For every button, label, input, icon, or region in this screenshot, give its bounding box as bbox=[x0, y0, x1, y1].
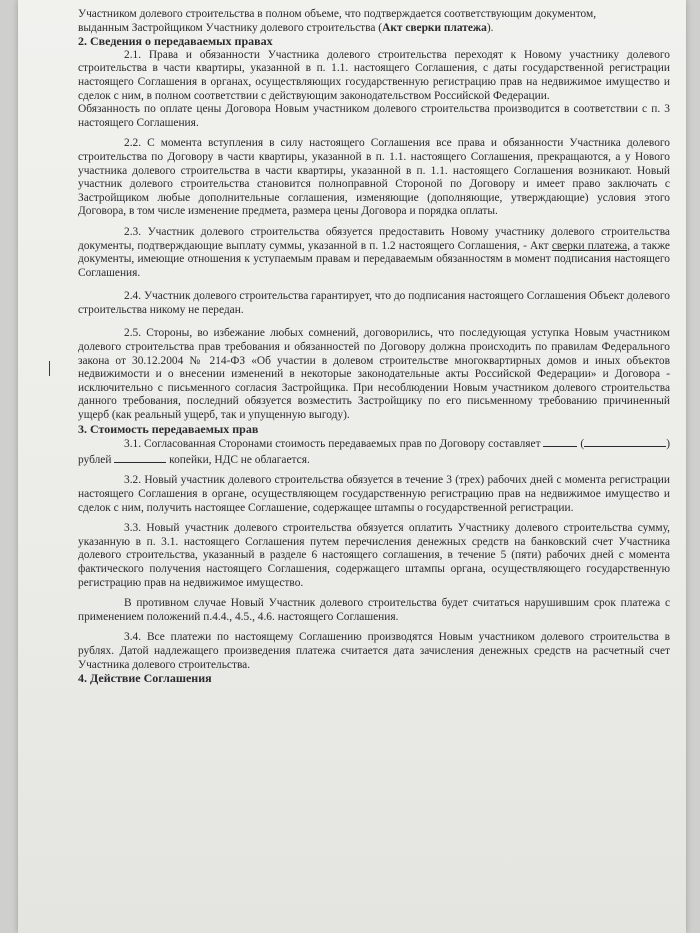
clause-2-2: 2.2. С момента вступления в силу настоящего Соглашения все права и обязанности Участника долевого строительства по Договору в части квартиры, указанной в п. 1.1. настоящего Соглашения, прекращаются, а у Нового участника долевого строительства в части квартиры, указанной в п. 1.1. настоящего Соглашения возникают. Новый участник долевого строительства становится полноправной Стороной по Договору и имеет право заключать с Застройщиком любые дополнительные соглашения, изменяющие (дополняющие, утверждающие) условия этого Договора, в том числе изменение предмета, размера цены Договора и порядка оплаты. bbox=[78, 137, 670, 218]
price-blank-number bbox=[543, 436, 577, 447]
pen-margin-mark bbox=[49, 361, 50, 376]
clause-3-2: 3.2. Новый участник долевого строительства обязуется в течение 3 (трех) рабочих дней с момента регистрации настоящего Соглашения в органе, осуществляющем государственную регистрацию прав на недвижимое имущество и сделок с ним, получить настоящее Соглашение, содержащее штампы о государственной регистрации. bbox=[78, 474, 670, 514]
clause-2-5: 2.5. Стороны, во избежание любых сомнений, договорились, что последующая уступка Новым участником долевого строительства прав требования и обязанностей по Договору должна происходить по правилам Федерального закона от 30.12.2004 № 214-ФЗ «Об участии в долевом строительстве многоквартирных домов и иных объектов недвижимости и о внесении изменений в некоторые законодательные акты Российской Федерации» и Договора - исключительно с письменного согласия Застройщика. При несоблюдении Новым участником долевого строительства данного требования, последний обязуется возместить Застройщику по его письменному требованию причиненный ущерб (как реальный ущерб, так и упущенную выгоду). bbox=[78, 327, 670, 422]
clause-2-3-start: 2.3. Участник долевого строительства обязуется предоставить Новому участнику долевого строительства документы, подтверждающие выплату суммы, указанной в п. 1.2 настоящего Соглашения, - Акт bbox=[78, 225, 670, 252]
clause-2-3 bbox=[78, 226, 670, 280]
intro-line-2-end: ). bbox=[486, 21, 494, 34]
section-3-title: 3. Стоимость передаваемых прав bbox=[78, 421, 259, 436]
intro-line-1: Участником долевого строительства в полном объеме, что подтверждается соответствующим документом, bbox=[78, 8, 597, 20]
act-reference: Акт сверки платежа bbox=[382, 21, 487, 34]
clause-3-1-start: 3.1. Согласованная Сторонами стоимость передаваемых прав по Договору составляет bbox=[124, 438, 544, 451]
clause-3-1 bbox=[78, 436, 670, 467]
clause-3-1-rubles: ) рублей bbox=[78, 438, 670, 466]
document-page bbox=[18, 0, 686, 933]
document-body bbox=[78, 8, 670, 686]
clause-3-4: 3.4. Все платежи по настоящему Соглашению производятся Новым участником долевого строительства в рублях. Датой надлежащего произведения платежа считается дата зачисления денежных средств на расчетный счет Участника долевого строительства. bbox=[78, 631, 670, 671]
price-blank-words bbox=[584, 436, 666, 447]
clause-3-3: 3.3. Новый участник долевого строительства обязуется оплатить Участнику долевого строительства сумму, указанную в п. 3.1. настоящего Соглашения путем перечисления денежных средств на банковский счет Участника долевого строительства, указанный в разделе 6 настоящего соглашения, в течение 5 (пяти) рабочих дней с момента фактического получения настоящего Соглашения, содержащего штампы органа, осуществляющего государственную регистрацию прав на недвижимое имущество. bbox=[78, 522, 670, 589]
clause-2-1: 2.1. Права и обязанности Участника долевого строительства переходят к Новому участнику долевого строительства в части квартиры, указанной в п. 1.1. настоящего Соглашения, с даты государственной регистрации настоящего Соглашения в органах, осуществляющих государственную регистрацию прав на недвижимое имущество и сделок с ним, в полном соответствии с действующим законодательством Российской Федерации. bbox=[78, 48, 670, 102]
section-4-title: 4. Действие Соглашения bbox=[78, 671, 212, 686]
clause-3-1-end: копейки, НДС не облагается. bbox=[166, 453, 310, 466]
clause-3-3-penalty: В противном случае Новый Участник долевого строительства будет считаться нарушившим срок платежа с применением положений п.4.4., 4.5., 4.6. настоящего Соглашения. bbox=[78, 597, 670, 623]
price-blank-kopecks bbox=[114, 452, 166, 463]
clause-3-1-paren: ( bbox=[577, 438, 585, 451]
section-2-title: 2. Сведения о передаваемых правах bbox=[78, 34, 273, 49]
intro-line-2-start: выданным Застройщиком Участнику долевого строительства ( bbox=[78, 21, 383, 34]
clause-2-3-end: а также документы, имеющие отношения к уступаемым правам и передаваемым обязанностям в момент подписания настоящего Соглашения. bbox=[78, 239, 670, 279]
clause-2-3-underlined: сверки платежа, bbox=[551, 239, 631, 252]
clause-2-1-payment: Обязанность по оплате цены Договора Новым участником долевого строительства производится в соответствии с п. 3 настоящего Соглашения. bbox=[78, 103, 670, 129]
intro-line-2 bbox=[78, 22, 670, 36]
clause-2-4: 2.4. Участник долевого строительства гарантирует, что до подписания настоящего Соглашения Объект долевого строительства никому не передан. bbox=[78, 290, 670, 316]
